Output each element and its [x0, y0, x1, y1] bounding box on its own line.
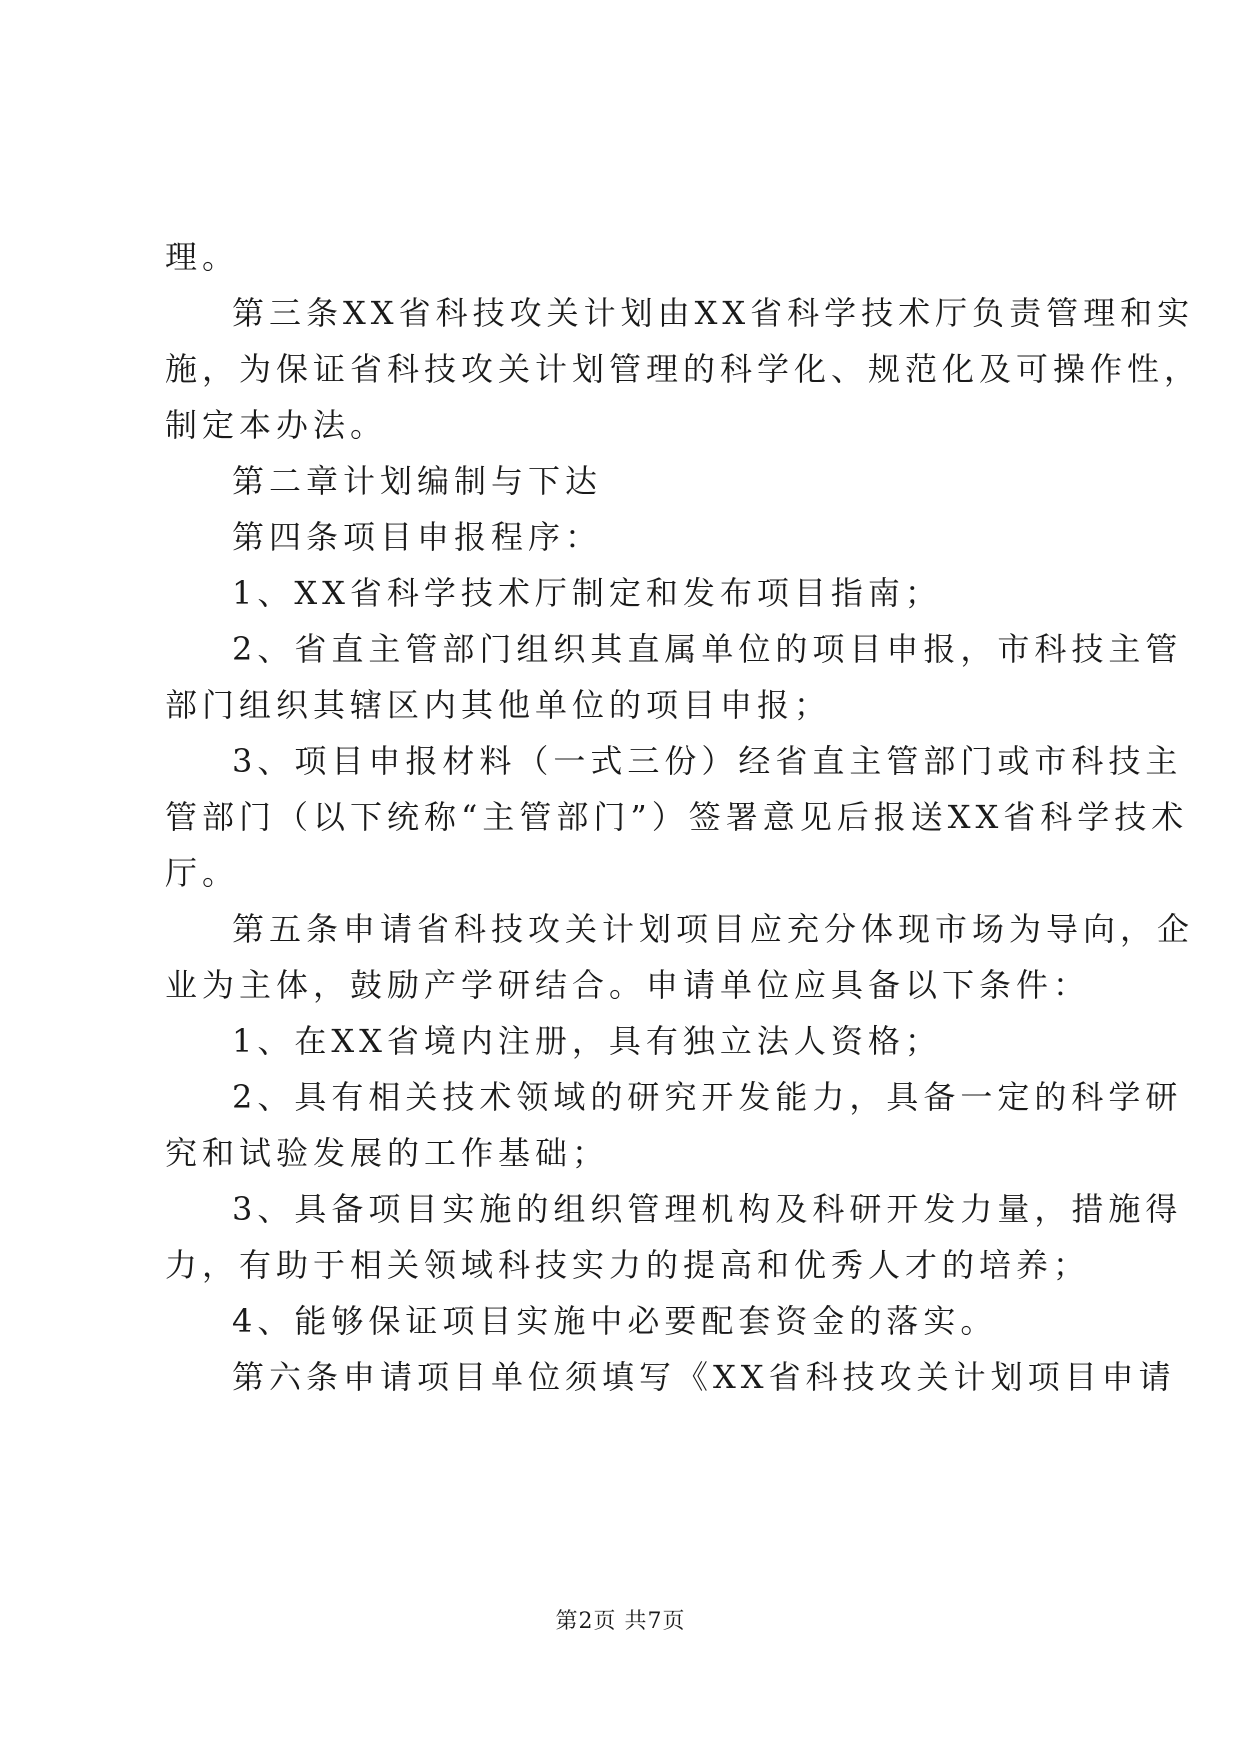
paragraph-line: 管部门（以下统称“主管部门”）签署意见后报送XX省科学技术	[165, 798, 1189, 836]
paragraph-line: 第四条项目申报程序：	[232, 518, 603, 556]
paragraph-line: 理。	[165, 238, 240, 276]
paragraph-line: 第五条申请省科技攻关计划项目应充分体现市场为导向，企	[232, 910, 1195, 948]
list-item: 2、具有相关技术领域的研究开发能力，具备一定的科学研	[232, 1078, 1183, 1116]
paragraph-line: 第六条申请项目单位须填写《XX省科技攻关计划项目申请	[232, 1358, 1176, 1396]
paragraph-line: 厅。	[165, 854, 240, 892]
paragraph-line: 业为主体，鼓励产学研结合。申请单位应具备以下条件：	[165, 966, 1091, 1004]
paragraph-line: 制定本办法。	[165, 406, 388, 444]
page-number-footer: 第2页 共7页	[555, 1609, 686, 1634]
list-item: 1、在XX省境内注册，具有独立法人资格；	[232, 1022, 942, 1060]
list-item: 3、具备项目实施的组织管理机构及科研开发力量，措施得	[232, 1190, 1183, 1228]
paragraph-line: 第三条XX省科技攻关计划由XX省科学技术厅负责管理和实	[232, 294, 1195, 332]
paragraph-line: 力，有助于相关领域科技实力的提高和优秀人才的培养；	[165, 1246, 1091, 1284]
paragraph-line: 部门组织其辖区内其他单位的项目申报；	[165, 686, 832, 724]
paragraph-line: 施，为保证省科技攻关计划管理的科学化、规范化及可操作性，	[165, 350, 1202, 388]
list-item: 2、省直主管部门组织其直属单位的项目申报，市科技主管	[232, 630, 1183, 668]
list-item: 1、XX省科学技术厅制定和发布项目指南；	[232, 574, 942, 612]
list-item: 3、项目申报材料（一式三份）经省直主管部门或市科技主	[232, 742, 1183, 780]
chapter-heading: 第二章计划编制与下达	[232, 462, 603, 500]
paragraph-line: 究和试验发展的工作基础；	[165, 1134, 610, 1172]
list-item: 4、能够保证项目实施中必要配套资金的落实。	[232, 1302, 998, 1340]
